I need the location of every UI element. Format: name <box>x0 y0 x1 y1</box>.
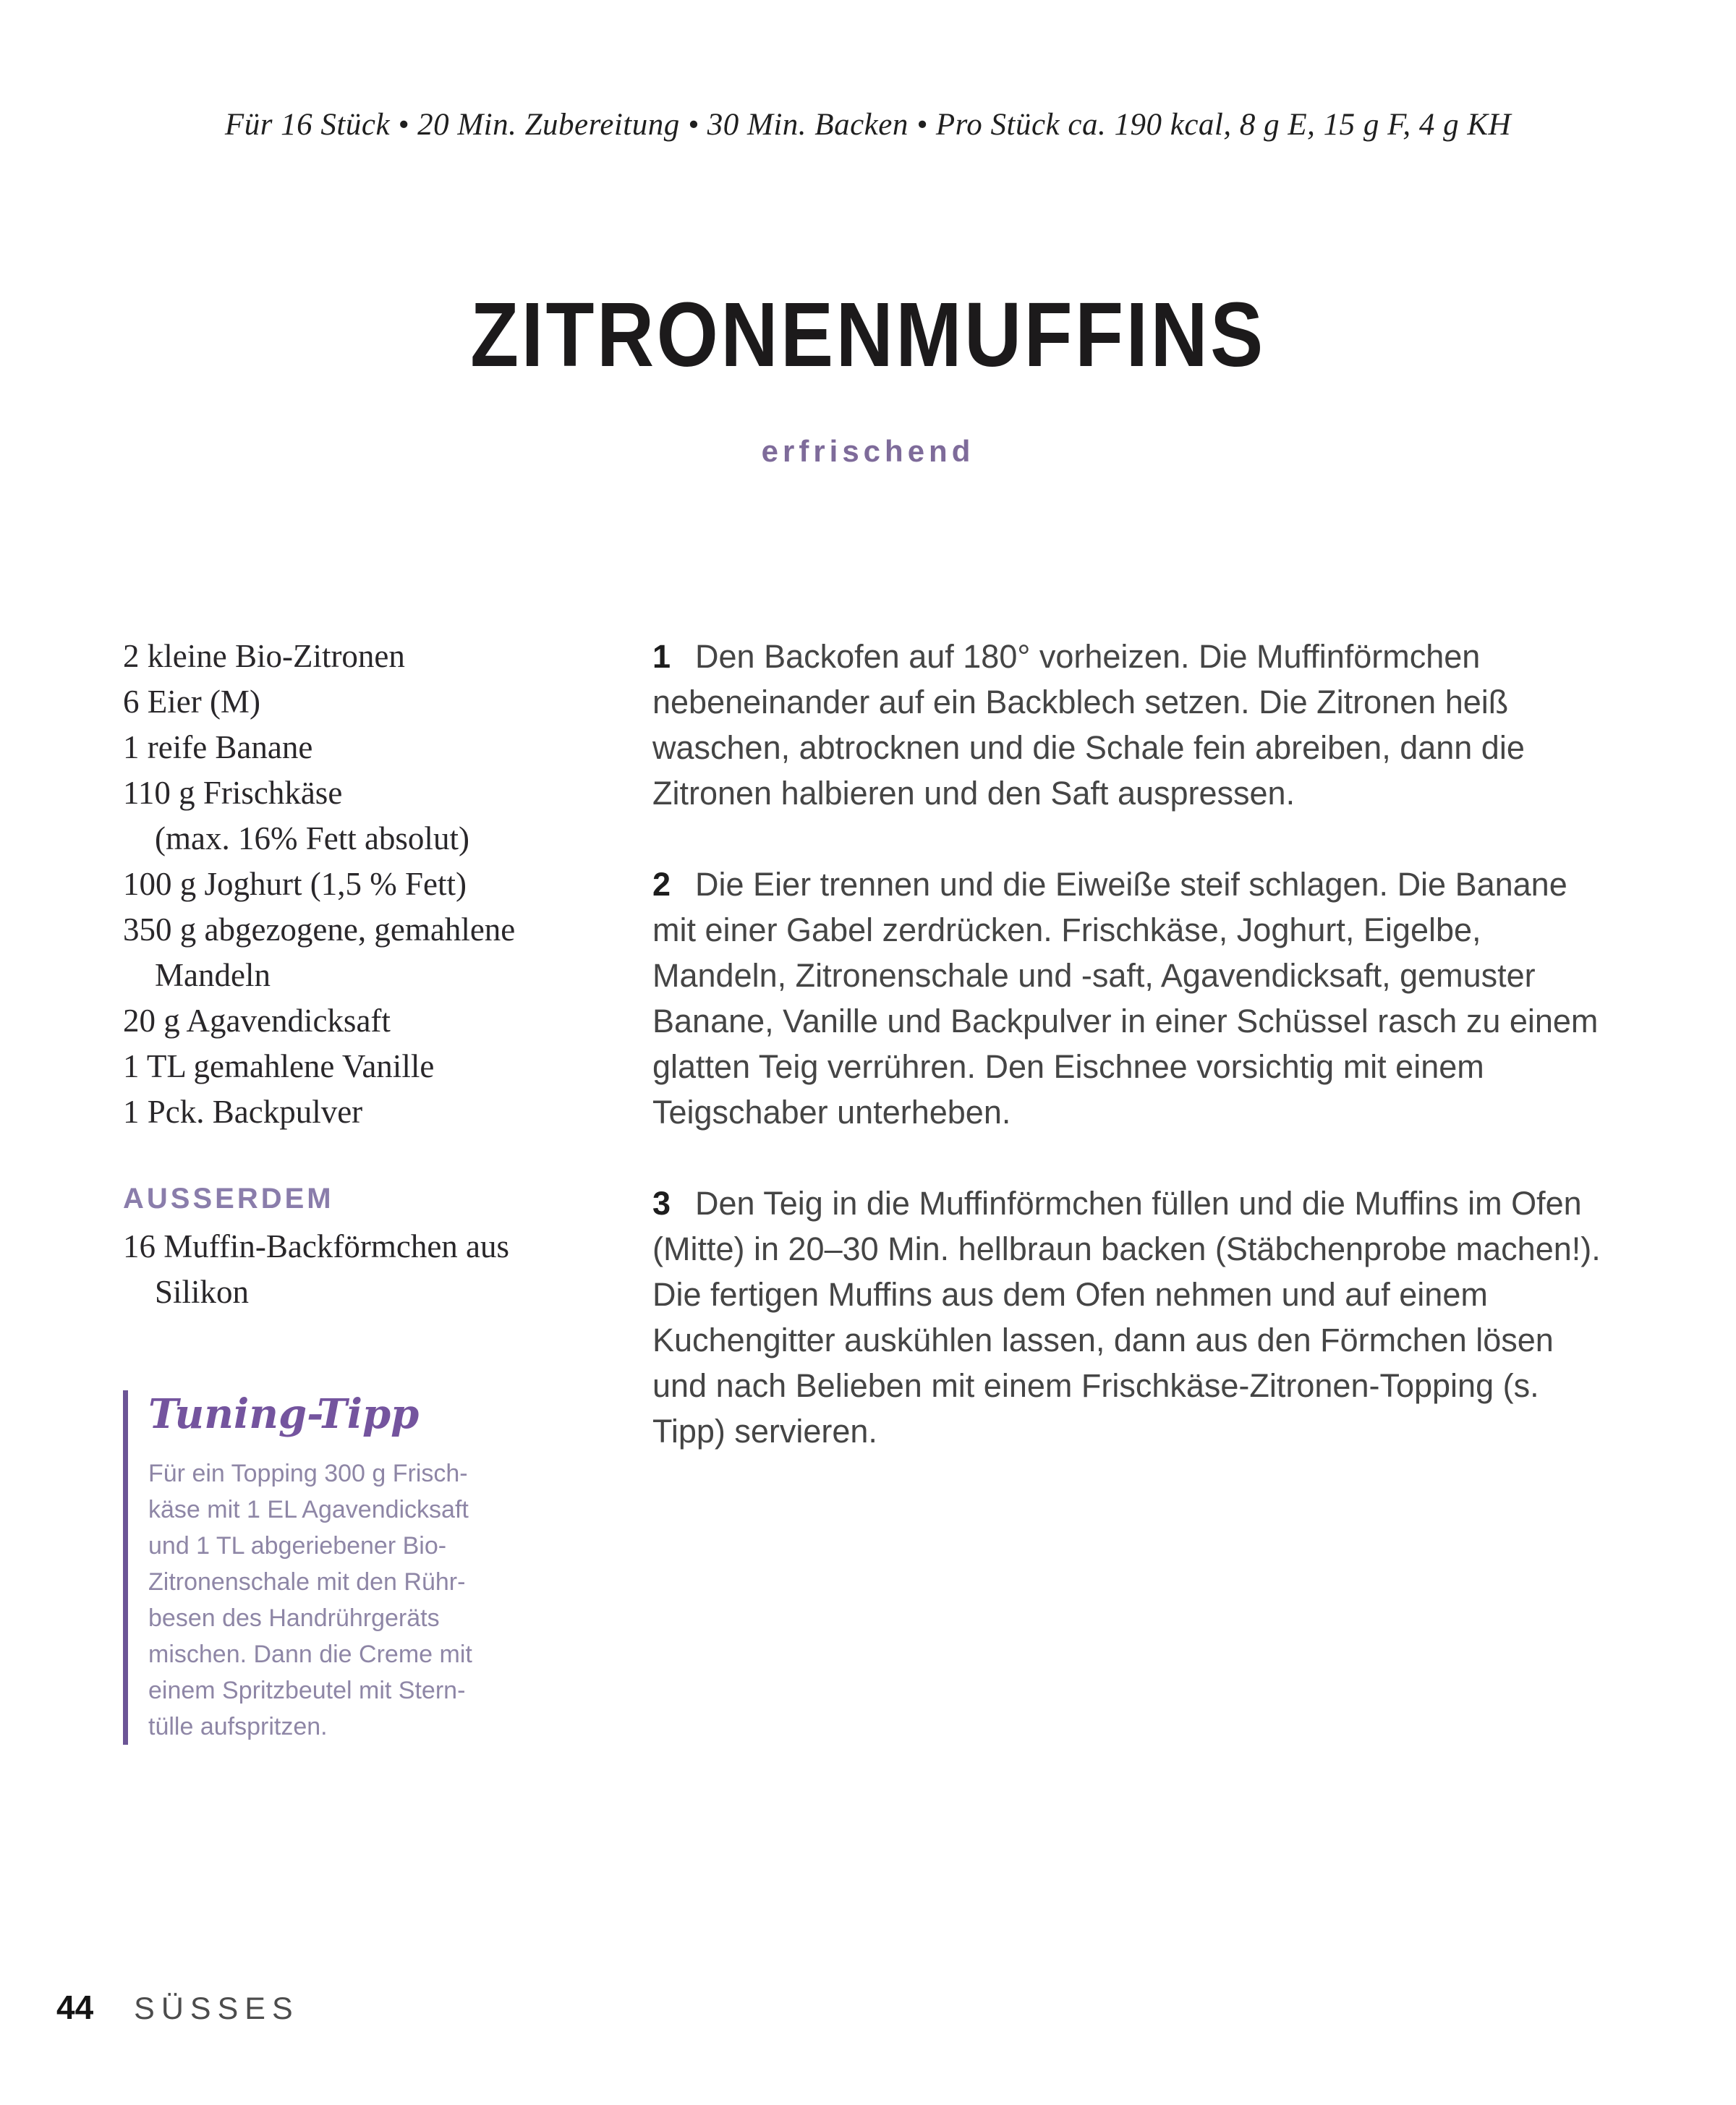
ingredient-line-indented: (max. 16% Fett absolut) <box>155 820 469 856</box>
tip-box <box>123 1390 637 1745</box>
page-title-wrap <box>0 282 1736 387</box>
step-1-text: Den Backofen auf 180° vorheizen. Die Muffinförmchen nebeneinander auf ein Backblech setzen. Die Zitronen heiß waschen, abtrocknen und die Schale fein abreiben, dann die Zitronen halbieren und den Saft auspressen. <box>652 638 1525 812</box>
tip-line: und 1 TL abgeriebener Bio- <box>148 1532 447 1560</box>
step-1 <box>652 634 1616 816</box>
ingredient-line: 1 Pck. Backpulver <box>123 1094 363 1130</box>
extras-list <box>123 1224 637 1315</box>
ingredient-line: 20 g Agavendicksaft <box>123 1003 391 1039</box>
ingredient-line-indented: Mandeln <box>155 957 271 993</box>
section-label: SÜSSES <box>134 1991 299 2026</box>
step-3 <box>652 1181 1616 1454</box>
tip-body <box>148 1455 637 1745</box>
ingredient-line: 1 reife Banane <box>123 729 313 765</box>
ingredient-line: 6 Eier (M) <box>123 684 260 720</box>
step-2 <box>652 862 1616 1135</box>
tip-heading: Tuning-Tipp <box>148 1390 420 1438</box>
step-1-number: 1 <box>652 638 671 675</box>
page-footer <box>56 1988 299 2027</box>
tip-line: mischen. Dann die Creme mit <box>148 1641 472 1668</box>
extras-line-indented: Silikon <box>155 1274 250 1310</box>
ingredients-column <box>123 634 637 1745</box>
tip-line: einem Spritzbeutel mit Stern- <box>148 1677 466 1704</box>
ingredient-line: 110 g Frischkäse <box>123 775 343 811</box>
ingredient-list <box>123 634 637 1135</box>
recipe-tagline: erfrischend <box>761 434 975 468</box>
extras-heading: AUSSERDEM <box>123 1183 334 1215</box>
tip-line: besen des Handrührgeräts <box>148 1604 440 1632</box>
page-title: ZITRONENMUFFINS <box>470 284 1266 386</box>
step-2-number: 2 <box>652 866 671 903</box>
ingredient-line: 350 g abgezogene, gemahlene <box>123 911 516 948</box>
page-number: 44 <box>56 1989 94 2026</box>
step-2-text: Die Eier trennen und die Eiweiße steif schlagen. Die Banane mit einer Gabel zerdrücken. Frischkäse, Joghurt, Eigelbe, Mandeln, Zitronenschale und -saft, Agavendicksaft, gemuster Banane, Vanille und Backpulver in einer Schüssel rasch zu einem glatten Teig verrühren. Den Eischnee vorsichtig mit einem Teigschaber unterheben. <box>652 866 1599 1131</box>
tip-line: käse mit 1 EL Agavendicksaft <box>148 1496 469 1523</box>
extras-line: 16 Muffin-Backförmchen aus <box>123 1228 510 1264</box>
ingredient-line: 1 TL gemahlene Vanille <box>123 1048 435 1084</box>
ingredient-line: 100 g Joghurt (1,5 % Fett) <box>123 866 467 902</box>
ingredient-line: 2 kleine Bio-Zitronen <box>123 638 405 674</box>
step-3-number: 3 <box>652 1185 671 1222</box>
steps-column <box>652 634 1616 1454</box>
step-3-text: Den Teig in die Muffinförmchen füllen und die Muffins im Ofen (Mitte) in 20–30 Min. hellbraun backen (Stäbchenprobe machen!). Die fertigen Muffins aus dem Ofen nehmen und auf einem Kuchengitter auskühlen lassen, dann aus den Förmchen lösen und nach Belieben mit einem Frischkäse-Zitronen-Topping (s. Tipp) servieren. <box>652 1185 1601 1450</box>
tip-line: Zitronenschale mit den Rühr- <box>148 1568 466 1596</box>
tip-line: tülle aufspritzen. <box>148 1713 328 1740</box>
tip-line: Für ein Topping 300 g Frisch- <box>148 1460 468 1487</box>
recipe-meta-line: Für 16 Stück • 20 Min. Zubereitung • 30 Min. Backen • Pro Stück ca. 190 kcal, 8 g E, 15 g F, 4 g KH <box>224 108 1512 142</box>
